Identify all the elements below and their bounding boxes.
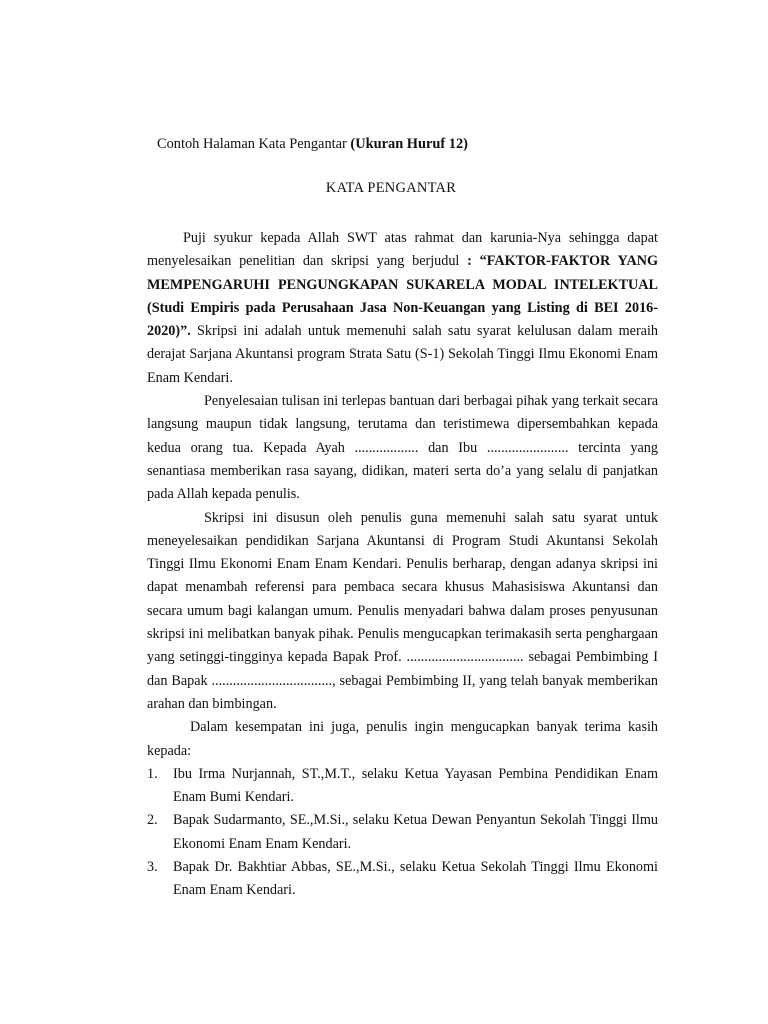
list-item-text: Bapak Sudarmanto, SE.,M.Si., selaku Ketua Dewan Penyantun Sekolah Tinggi Ilmu Ekonomi Enam Enam Kendari.	[173, 812, 658, 852]
thanks-list	[147, 763, 658, 903]
paragraph-thanks-intro: Dalam kesempatan ini juga, penulis ingin mengucapkan banyak terima kasih kepada:	[147, 719, 658, 759]
page-title: KATA PENGANTAR	[325, 180, 457, 196]
list-item	[147, 809, 658, 856]
list-item	[147, 856, 658, 903]
page-caption	[157, 136, 468, 153]
caption-bold-text: (Ukuran Huruf 12)	[350, 136, 468, 152]
paragraph-acknowledgement-parents: Penyelesaian tulisan ini terlepas bantuan dari berbagai pihak yang terkait secara langsung maupun tidak langsung, terutama dan teristimewa dipersembahkan kepada kedua orang tua. Kepada Ayah .................. dan Ibu ....................... tercinta yang senantiasa memberikan rasa sayang, didikan, materi serta do’a yang selalu di panjatkan pada Allah kepada penulis.	[147, 393, 658, 503]
list-item-number: 1.	[147, 765, 158, 782]
list-item-number: 2.	[147, 812, 158, 829]
thesis-title: : “FAKTOR-FAKTOR YANG MEMPENGARUHI PENGUNGKAPAN SUKARELA MODAL INTELEKTUAL (Studi Empiris pada Perusahaan Jasa Non-Keuangan yang Listing di BEI 2016-2020)”.	[147, 253, 659, 340]
document-body	[147, 227, 658, 903]
list-item-text: Bapak Dr. Bakhtiar Abbas, SE.,M.Si., selaku Ketua Sekolah Tinggi Ilmu Ekonomi Enam Enam Kendari.	[173, 859, 658, 899]
caption-text: Contoh Halaman Kata Pengantar	[157, 136, 351, 152]
list-item	[147, 763, 658, 810]
intro-text-end: Skripsi ini adalah untuk memenuhi salah satu syarat kelulusan dalam meraih derajat Sarjana Akuntansi program Strata Satu (S-1) Sekolah Tinggi Ilmu Ekonomi Enam Enam Kendari.	[147, 323, 658, 386]
paragraph-thesis-purpose: Skripsi ini disusun oleh penulis guna memenuhi salah satu syarat untuk meneyelesaikan pendidikan Sarjana Akuntansi di Program Studi Akuntansi Sekolah Tinggi Ilmu Ekonomi Enam Enam Kendari. Penulis berharap, dengan adanya skripsi ini dapat menambah referensi para pembaca secara khusus Mahasisiswa Akuntansi dan secara umum bagi kalangan umum. Penulis menyadari bahwa dalam proses penyusunan skripsi ini melibatkan banyak pihak. Penulis mengucapkan terimakasih serta penghargaan yang setinggi-tingginya kepada Bapak Prof. ................................. sebagai Pembimbing I dan Bapak .................................., sebagai Pembimbing II, yang telah banyak memberikan arahan dan bimbingan.	[147, 509, 658, 712]
list-item-number: 3.	[147, 859, 158, 876]
paragraph-intro	[147, 227, 658, 390]
intro-text-start: Puji syukur kepada Allah SWT atas rahmat dan karunia-Nya sehingga dapat menyelesaikan penelitian dan skripsi yang berjudul	[147, 230, 658, 270]
list-item-text: Ibu Irma Nurjannah, ST.,M.T., selaku Ketua Yayasan Pembina Pendidikan Enam Enam Bumi Kendari.	[173, 765, 658, 806]
